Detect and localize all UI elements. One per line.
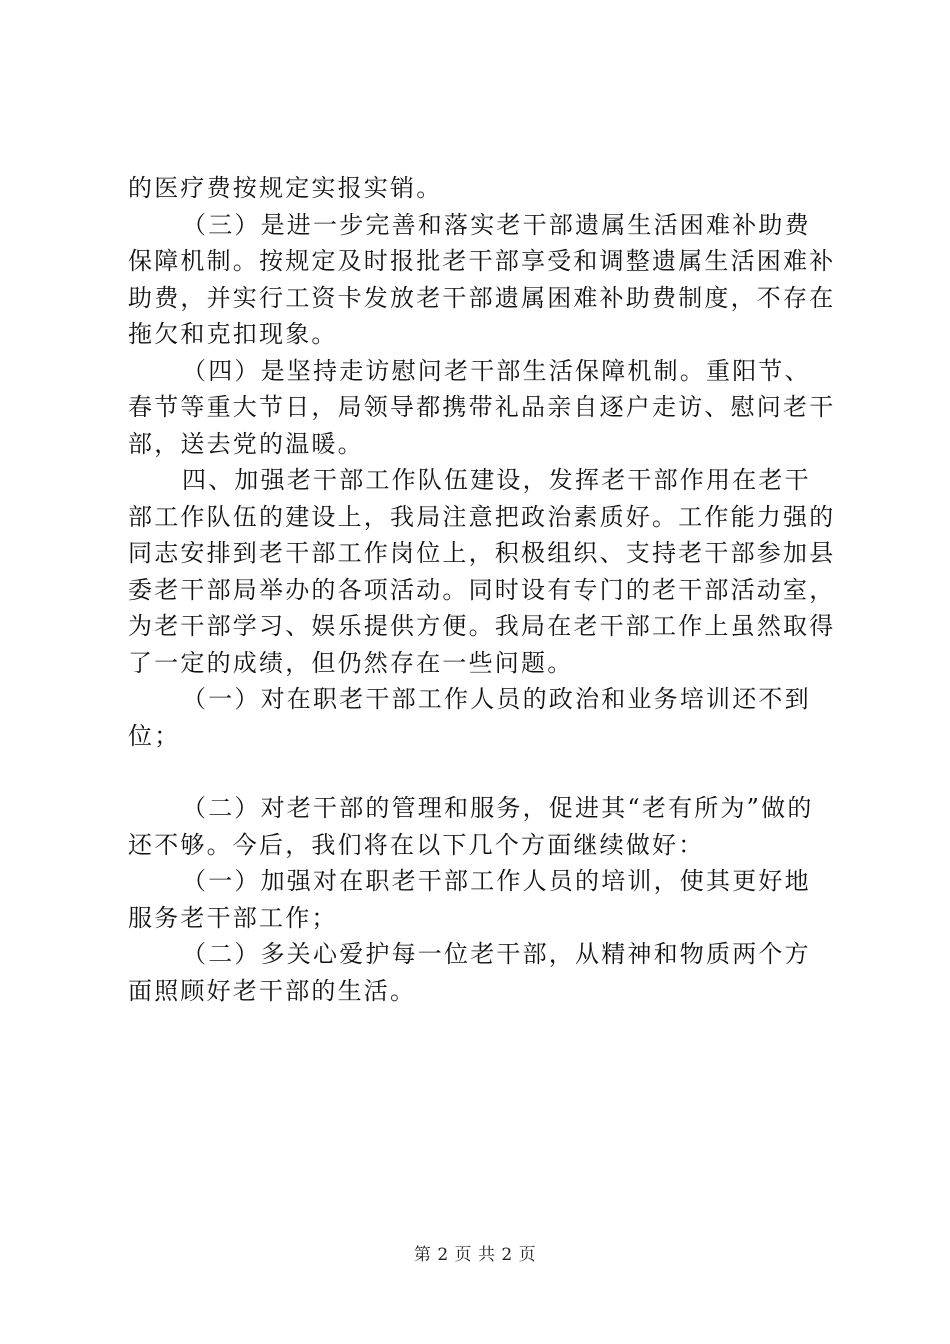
page-number-footer: 第 2 页 共 2 页	[413, 1245, 537, 1265]
paragraph-plan-2: （二）多关心爱护每一位老干部，从精神和物质两个方面照顾好老干部的生活。	[128, 940, 811, 1005]
document-body	[128, 170, 836, 1009]
paragraph-continuation: 的医疗费按规定实报实销。	[128, 174, 443, 202]
paragraph-section-3: （三）是进一步完善和落实老干部遗属生活困难补助费保障机制。按规定及时报批老干部享受和调整遗属生活困难补助费，并实行工资卡发放老干部遗属困难补助费制度，不存在拖欠和克扣现象。	[128, 210, 836, 348]
paragraph-part-four: 四、加强老干部工作队伍建设，发挥老干部作用在老干部工作队伍的建设上，我局注意把政治素质好。工作能力强的同志安排到老干部工作岗位上，积极组织、支持老干部参加县委老干部局举办的各项活动。同时设有专门的老干部活动室，为老干部学习、娱乐提供方便。我局在老干部工作上虽然取得了一定的成绩，但仍然存在一些问题。	[128, 466, 836, 677]
paragraph-problem-1: （一）对在职老干部工作人员的政治和业务培训还不到位；	[128, 685, 811, 750]
paragraph-problem-2: （二）对老干部的管理和服务，促进其“老有所为”做的还不够。今后，我们将在以下几个方面继续做好：	[128, 794, 814, 859]
paragraph-plan-1: （一）加强对在职老干部工作人员的培训，使其更好地服务老干部工作；	[128, 867, 811, 932]
paragraph-section-4: （四）是坚持走访慰问老干部生活保障机制。重阳节、春节等重大节日，局领导都携带礼品亲自逐户走访、慰问老干部，送去党的温暖。	[128, 356, 836, 458]
